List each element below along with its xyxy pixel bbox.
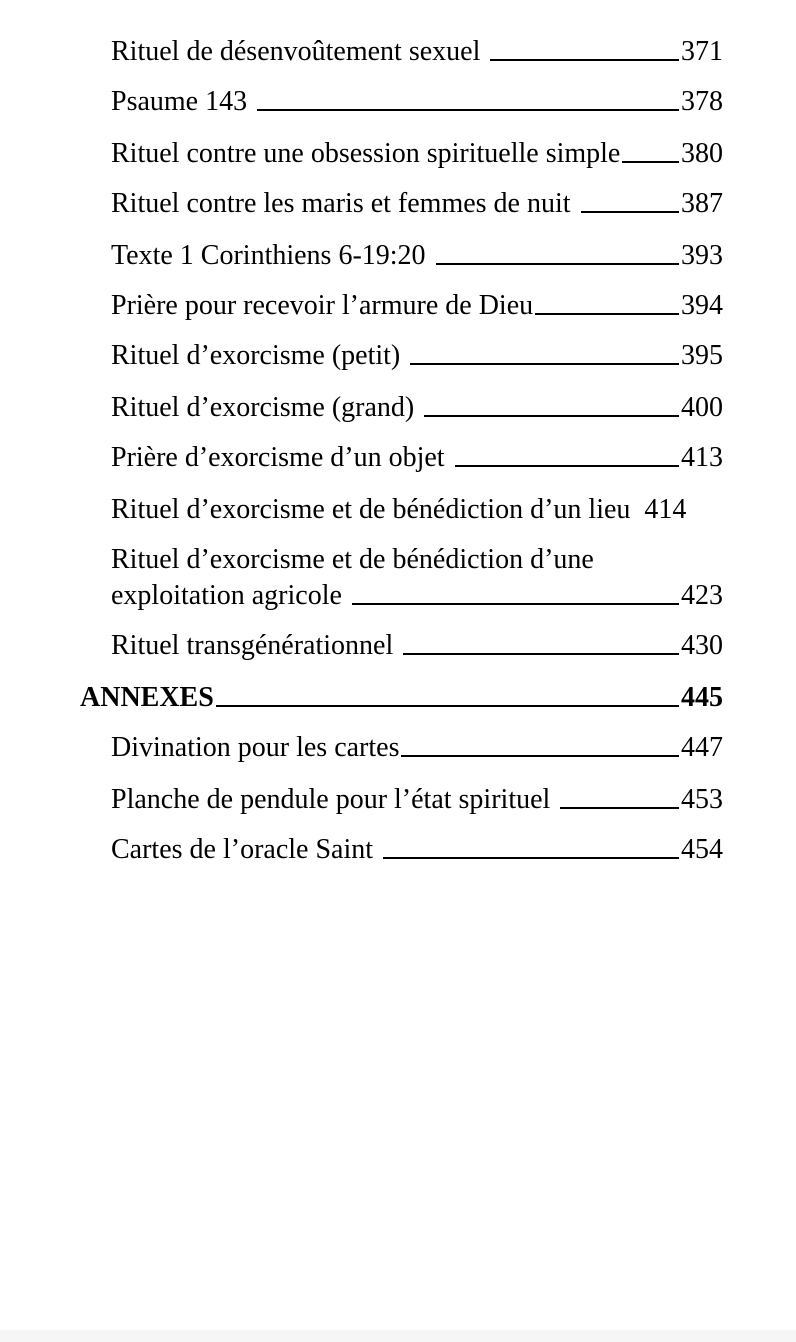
toc-entry[interactable] (111, 440, 723, 476)
toc-leader-line (403, 653, 679, 655)
toc-section-page: 445 (681, 682, 723, 713)
toc-entry-title: Texte 1 Corinthiens 6-19:20 (111, 240, 426, 271)
toc-entry-title-line2: exploitation agricole (111, 580, 342, 611)
toc-entry-page: 430 (681, 630, 723, 661)
toc-entry-page: 394 (681, 290, 723, 321)
toc-section-annexes[interactable] (80, 680, 723, 716)
toc-entry-page: 453 (681, 784, 723, 815)
toc-entry-title: Rituel transgénérationnel (111, 630, 394, 661)
toc-entry-title: Rituel contre les maris et femmes de nuit (111, 188, 571, 219)
toc-entry-title: Rituel d’exorcisme et de bénédiction d’un lieu (111, 494, 631, 525)
toc-entry-title: Prière d’exorcisme d’un objet (111, 442, 445, 473)
page-bottom-edge (0, 1330, 796, 1342)
toc-entry-page: 371 (681, 36, 723, 67)
toc-entry-title-row (111, 578, 723, 614)
toc-leader-line (257, 109, 679, 111)
toc-entry[interactable] (111, 542, 723, 614)
toc-leader-line (560, 807, 679, 809)
toc-entry[interactable] (111, 136, 723, 172)
toc-leader-line (424, 415, 679, 417)
toc-entry-page: 378 (681, 86, 723, 117)
toc-entry-title: Rituel d’exorcisme (grand) (111, 392, 415, 423)
toc-entry-title: Rituel d’exorcisme (petit) (111, 340, 401, 371)
toc-entry-title: Rituel contre une obsession spirituelle simple (111, 138, 621, 169)
toc-entry-page: 423 (681, 580, 723, 611)
toc-leader-line (352, 603, 679, 605)
toc-entry[interactable] (111, 288, 723, 324)
toc-entry[interactable] (111, 730, 723, 766)
toc-entry-title: Psaume 143 (111, 86, 248, 117)
toc-leader-line (581, 211, 679, 213)
toc-entry-page: 414 (644, 494, 687, 525)
toc-leader-line (410, 363, 679, 365)
toc-entry-page: 395 (681, 340, 723, 371)
toc-entry-page: 447 (681, 732, 723, 763)
toc-leader-line (401, 755, 679, 757)
toc-leader-line (216, 705, 679, 707)
toc-entry[interactable] (111, 782, 723, 818)
toc-entry-title: Divination pour les cartes (111, 732, 400, 763)
toc-entry[interactable] (111, 84, 723, 120)
toc-entry[interactable] (111, 492, 723, 528)
toc-entry[interactable] (111, 238, 723, 274)
toc-leader-line (622, 161, 679, 163)
toc-leader-line (490, 59, 679, 61)
toc-entry-title: Rituel de désenvoûtement sexuel (111, 36, 481, 67)
toc-entry-page: 380 (681, 138, 723, 169)
toc-leader-line (535, 313, 679, 315)
toc-entry[interactable] (111, 34, 723, 70)
toc-entry-title: Planche de pendule pour l’état spirituel (111, 784, 551, 815)
toc-entry[interactable] (111, 628, 723, 664)
toc-entry-title: Cartes de l’oracle Saint (111, 834, 374, 865)
toc-entry[interactable] (111, 186, 723, 222)
toc-entry-page: 393 (681, 240, 723, 271)
toc-section-title: ANNEXES (80, 682, 214, 713)
toc-entry[interactable] (111, 338, 723, 374)
toc-entry-page: 413 (681, 442, 723, 473)
toc-entry-page: 454 (681, 834, 723, 865)
toc-entry[interactable] (111, 832, 723, 868)
toc-entry-page: 400 (681, 392, 723, 423)
toc-entry-page: 387 (681, 188, 723, 219)
toc-entry-title: Prière pour recevoir l’armure de Dieu (111, 290, 534, 321)
toc-leader-line (455, 465, 679, 467)
toc-leader-line (436, 263, 679, 265)
toc-entry-title-line1: Rituel d’exorcisme et de bénédiction d’une (111, 544, 594, 575)
toc-leader-line (383, 857, 679, 859)
toc-entry[interactable] (111, 390, 723, 426)
